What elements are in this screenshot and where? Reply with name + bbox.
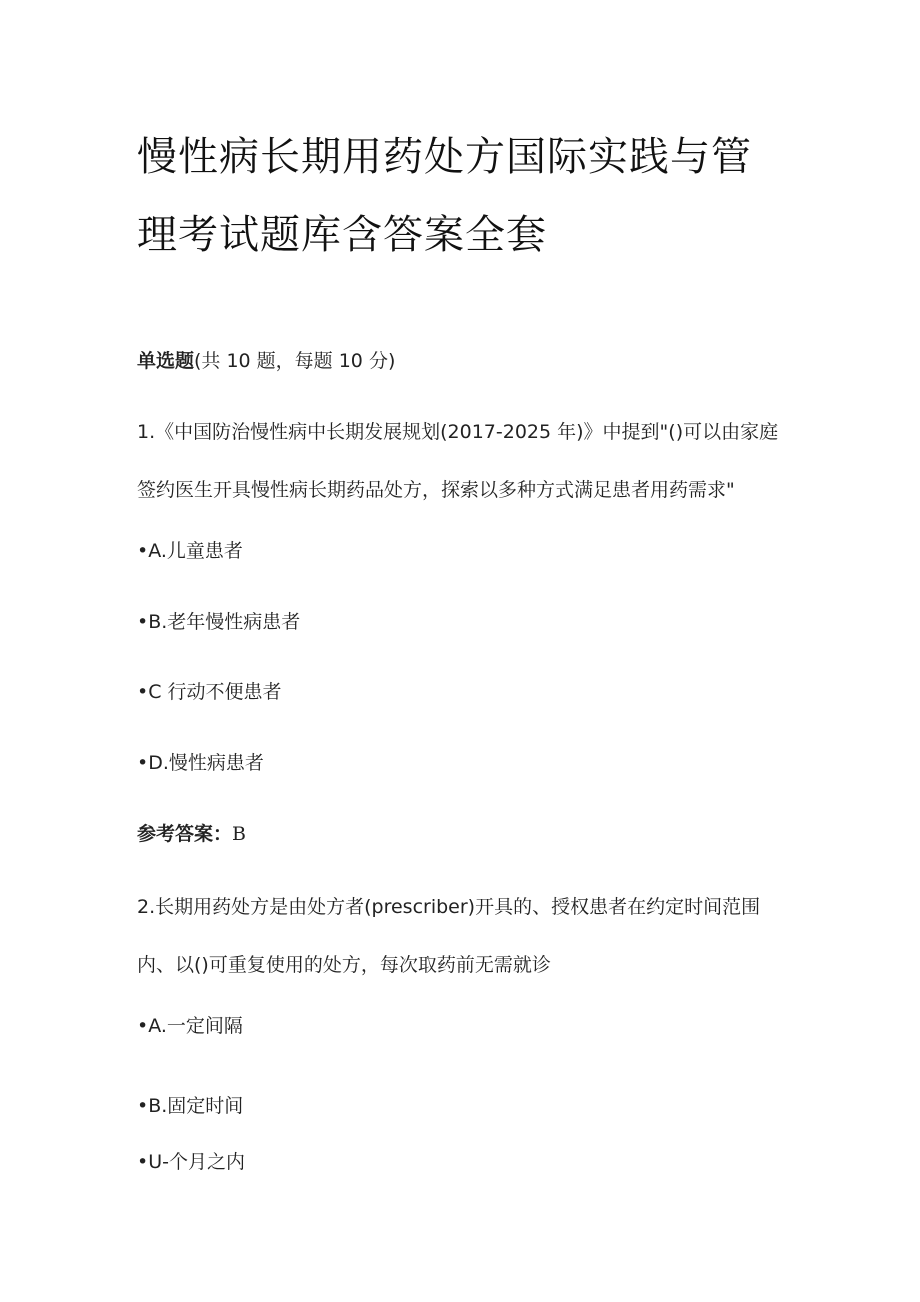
answer-label: 参考答案： bbox=[137, 823, 233, 845]
question-1-stem: 1.《中国防治慢性病中长期发展规划(2017-2025 年)》中提到"()可以由家庭签约医生开具慢性病长期药品处方，探索以多种方式满足患者用药需求" bbox=[137, 421, 779, 501]
question-2-stem: 2.长期用药处方是由处方者(prescriber)开具的、授权患者在约定时间范围内、以()可重复使用的处方，每次取药前无需就诊 bbox=[137, 896, 761, 976]
question-2-option-c: •U-个月之内 bbox=[137, 1151, 245, 1173]
question-1-option-b: •B.老年慢性病患者 bbox=[137, 611, 301, 633]
section-heading-detail: (共 10 题，每题 10 分) bbox=[194, 350, 396, 372]
question-1-option-d: •D.慢性病患者 bbox=[137, 752, 264, 774]
question-1-option-c: •C 行动不便患者 bbox=[137, 681, 282, 703]
document-title: 慢性病长期用药处方国际实践与管理考试题库含答案全套 bbox=[137, 134, 752, 258]
answer-value: B bbox=[232, 823, 246, 845]
question-1-option-a: •A.儿童患者 bbox=[137, 540, 243, 562]
section-heading bbox=[137, 347, 395, 375]
section-heading-label: 单选题 bbox=[137, 350, 195, 372]
question-2-option-a: •A.一定间隔 bbox=[137, 1015, 243, 1037]
question-1-answer bbox=[137, 820, 246, 848]
question-2-option-b: •B.固定时间 bbox=[137, 1095, 244, 1117]
